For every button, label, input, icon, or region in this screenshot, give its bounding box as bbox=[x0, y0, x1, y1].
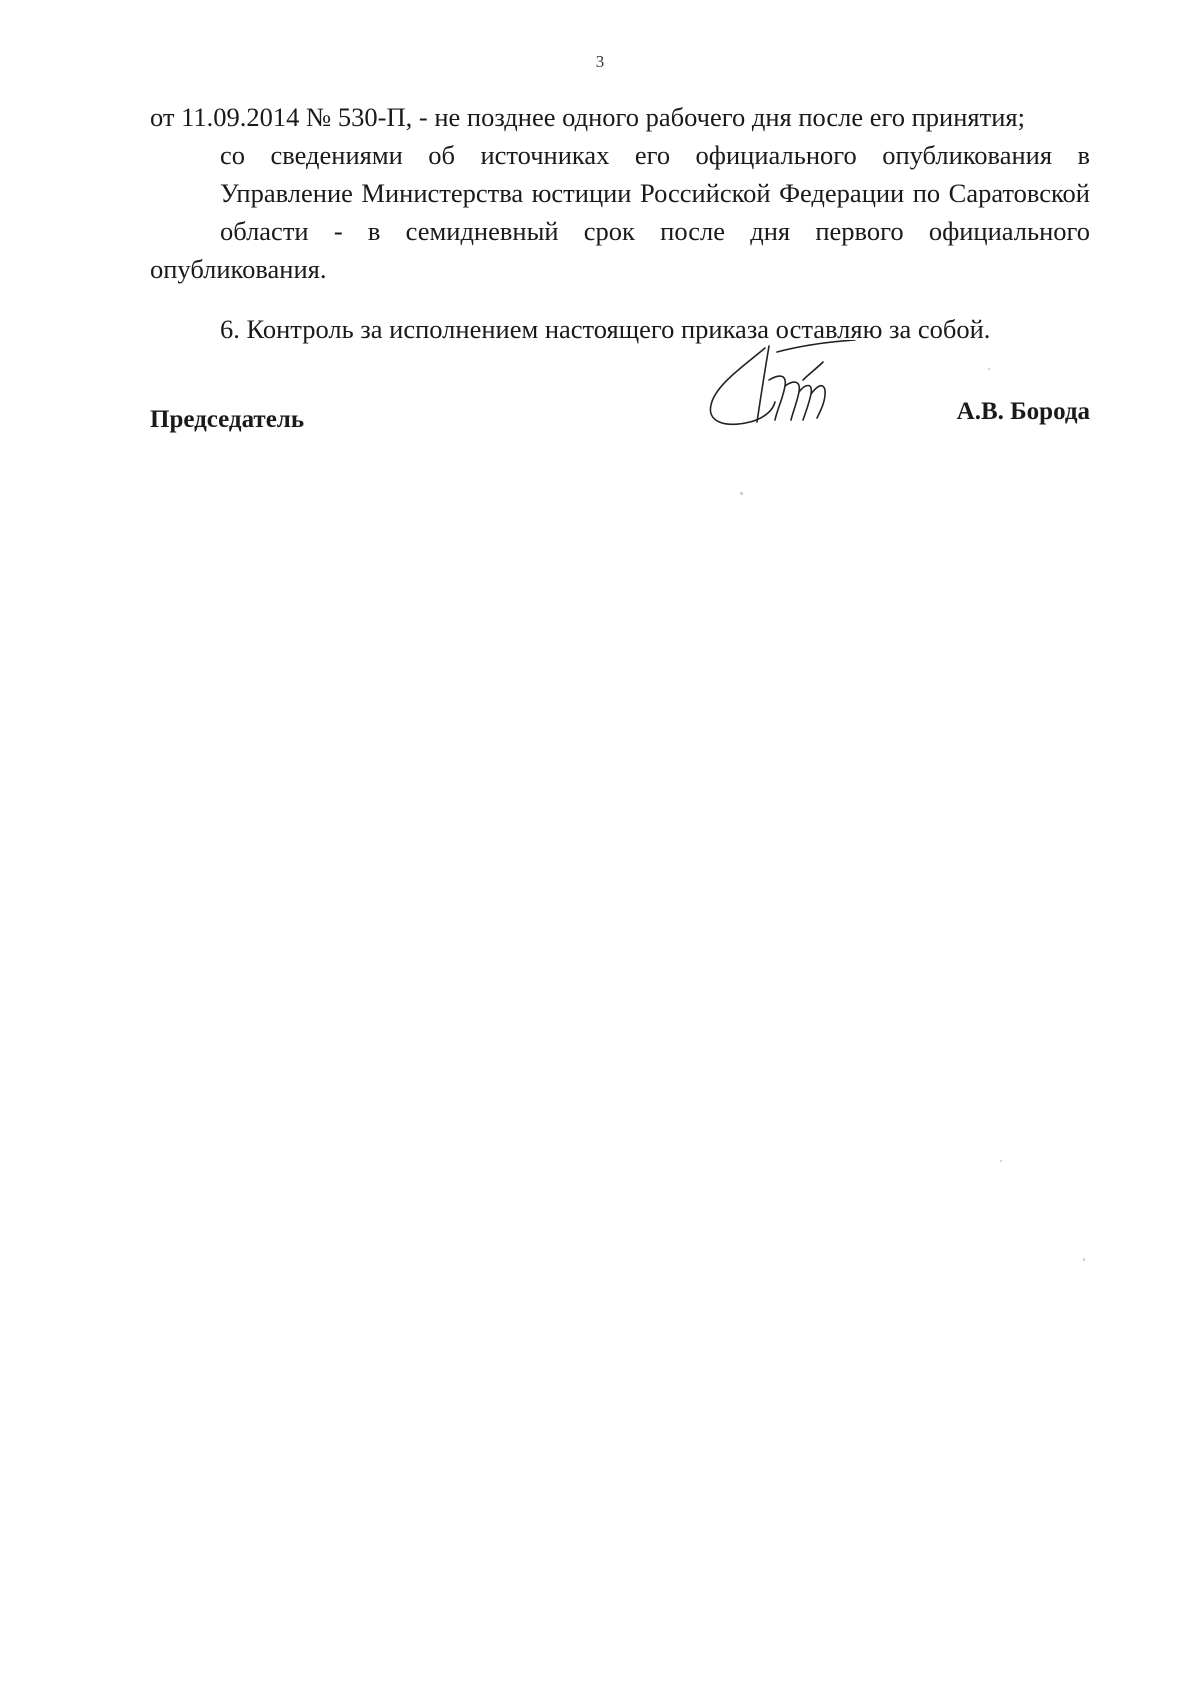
scan-speck bbox=[988, 368, 990, 370]
signature-block bbox=[150, 340, 1090, 470]
paragraph-publication-info-end: опубликования. bbox=[150, 254, 327, 284]
scan-speck bbox=[1000, 1160, 1002, 1162]
document-body bbox=[150, 98, 1090, 348]
paragraph-control-clause: 6. Контроль за исполнением настоящего приказа оставляю за собой. bbox=[220, 314, 991, 344]
scan-speck bbox=[1083, 1258, 1085, 1261]
paragraph-publication-info: со сведениями об источниках его официального опубликования в Управление Министерства юстиции Российской Федерации по Саратовской области - в семидневный срок после дня первого официального bbox=[220, 140, 1090, 246]
page-number: 3 bbox=[595, 52, 605, 71]
scan-speck bbox=[740, 492, 743, 495]
signatory-position: Председатель bbox=[150, 406, 305, 433]
handwritten-signature-icon bbox=[705, 340, 865, 460]
paragraph-continuation: от 11.09.2014 № 530-П, - не позднее одного рабочего дня после его принятия; bbox=[150, 102, 1025, 132]
signatory-name: А.В. Борода bbox=[956, 398, 1090, 425]
